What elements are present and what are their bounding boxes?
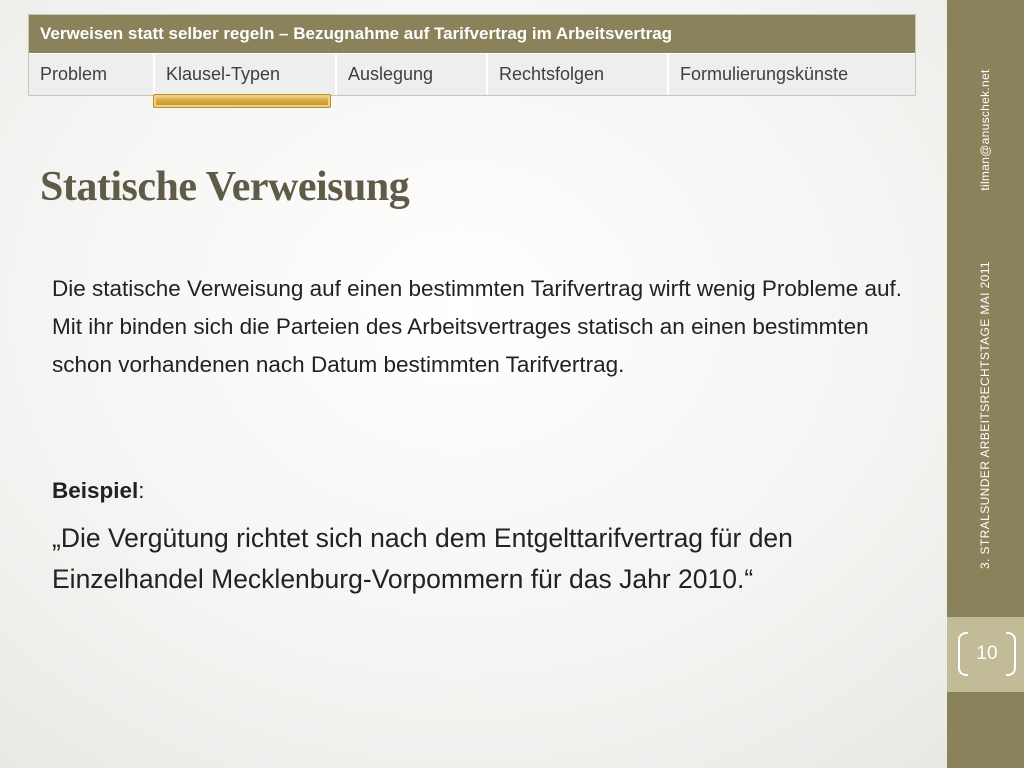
example-colon: : [138,478,145,503]
body-paragraph: Die statische Verweisung auf einen bestimmten Tarifvertrag wirft wenig Probleme auf. Mit ihr binden sich die Parteien des Arbeitsvertrages statisch an einen bestimmten schon vorhandenen nach Datum bestimmten Tarifvertrag. [52,276,902,377]
example-quote: „Die Vergütung richtet sich nach dem Entgelttarifvertrag für den Einzelhandel Mecklenburg-Vorpommern für das Jahr 2010.“ [52,523,793,594]
active-tab-indicator [153,94,331,108]
tab-problem[interactable]: Problem [29,54,155,95]
page-number-box [958,632,1016,676]
right-brace-icon [1006,632,1016,676]
page-title: Statische Verweisung [40,164,410,210]
example-heading [52,474,932,508]
example-label: Beispiel [52,478,139,503]
slide-navigation [28,14,916,96]
tab-auslegung[interactable]: Auslegung [337,54,488,95]
left-brace-icon [958,632,968,676]
page-number: 10 [976,643,998,664]
tab-klausel-typen[interactable]: Klausel-Typen [155,54,337,95]
nav-tab-bar [29,54,915,95]
nav-header-title: Verweisen statt selber regeln – Bezugnahme auf Tarifvertrag im Arbeitsvertrag [29,15,915,54]
author-email: tilman@anuschek.net [978,69,992,191]
event-footer: 3. STRALSUNDER ARBEITSRECHTSTAGE MAI 2011 [978,260,992,570]
tab-formulierungskuenste[interactable]: Formulierungskünste [680,64,849,84]
tab-rechtsfolgen[interactable]: Rechtsfolgen [488,54,669,95]
